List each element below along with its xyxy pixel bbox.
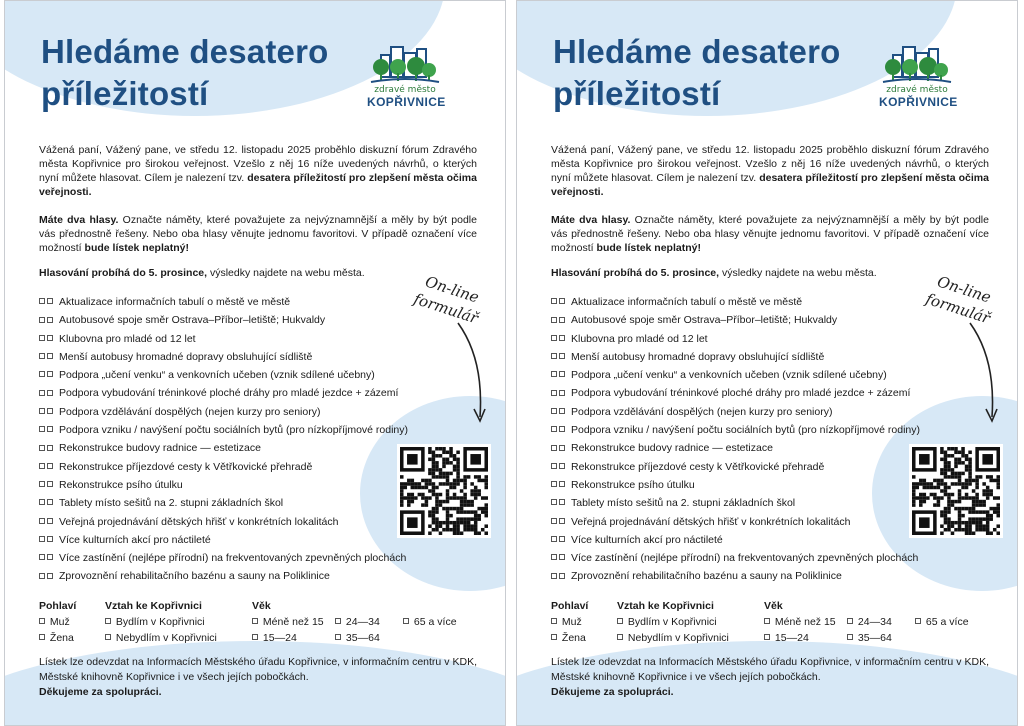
footer-paragraph: Lístek lze odevzdat na Informacích Městského úřadu Kopřivnice, v informačním centru v KDK, Městské knihovně Kopřivnice i ve všech jejích pobočkách. Děkujeme za spolupráci. [551,656,989,698]
vote-checkbox-2[interactable] [559,536,565,542]
vote-checkbox-1[interactable] [551,481,557,487]
vote-checkbox-2[interactable] [559,481,565,487]
vote-checkbox-1[interactable] [39,573,45,579]
vote-checkbox-1[interactable] [551,426,557,432]
vote-checkbox-1[interactable] [39,317,45,323]
proposal-item: Rekonstrukce příjezdové cesty k Větřkovické přehradě [39,458,408,476]
vote-checkbox-2[interactable] [559,499,565,505]
relation-option[interactable]: Nebydlím v Kopřivnici [617,630,729,646]
vote-checkbox-1[interactable] [551,408,557,414]
age-option[interactable]: 65 a více [403,614,457,630]
vote-checkbox-2[interactable] [47,445,53,451]
age-option[interactable]: 35—64 [335,630,380,646]
proposal-item: Klubovna pro mladé od 12 let [39,330,408,348]
proposal-list [39,293,408,586]
age-group-3 [915,614,969,630]
proposal-item: Podpora vzdělávání dospělých (nejen kurzy pro seniory) [551,403,920,421]
intro-paragraph: Vážená paní, Vážený pane, ve středu 12. listopadu 2025 proběhlo diskuzní fórum Zdravého města Kopřivnice pro širokou veřejnost. Vzešlo z něj 16 níže uvedených návrhů, o kterých nyní můžete hlasovat. Cílem je nalezení tzv. desatera příležitostí pro zlepšení města očima veřejnosti. [39,144,477,198]
age-option[interactable]: 24—34 [847,614,892,630]
vote-checkbox-1[interactable] [39,390,45,396]
proposal-item: Menší autobusy hromadné dopravy obsluhující sídliště [39,348,408,366]
online-form-label: On-line formulář [411,272,482,328]
relation-group: Vztah ke Kopřivnici Bydlím v Kopřivnici Nebydlím v Kopřivnici [617,600,729,644]
vote-checkbox-1[interactable] [551,463,557,469]
proposal-item: Podpora vzdělávání dospělých (nejen kurzy pro seniory) [39,403,408,421]
vote-checkbox-1[interactable] [551,536,557,542]
vote-checkbox-2[interactable] [47,390,53,396]
vote-checkbox-1[interactable] [39,298,45,304]
vote-checkbox-1[interactable] [551,317,557,323]
proposal-item: Podpora vybudování tréninkové ploché dráhy pro mladé jezdce + zázemí [39,384,408,402]
relation-group: Vztah ke Kopřivnici Bydlím v Kopřivnici Nebydlím v Kopřivnici [105,600,217,644]
vote-checkbox-2[interactable] [559,554,565,560]
vote-checkbox-1[interactable] [39,499,45,505]
vote-checkbox-1[interactable] [39,554,45,560]
proposal-item: Menší autobusy hromadné dopravy obsluhující sídliště [551,348,920,366]
proposal-item: Podpora vzniku / navýšení počtu sociálních bytů (pro nízkopříjmové rodiny) [39,421,408,439]
proposal-item: Zprovoznění rehabilitačního bazénu a sauny na Poliklinice [39,567,408,585]
vote-checkbox-2[interactable] [559,518,565,524]
proposal-item: Rekonstrukce psího útulku [551,476,920,494]
proposal-item: Podpora „učení venku“ a venkovních učeben (vznik sdílené učebny) [39,366,408,384]
vote-checkbox-1[interactable] [551,298,557,304]
deadline-paragraph: Hlasování probíhá do 5. prosince, výsledky najdete na webu města. [39,267,365,279]
relation-option[interactable]: Bydlím v Kopřivnici [617,614,729,630]
proposal-item: Rekonstrukce psího útulku [39,476,408,494]
vote-checkbox-2[interactable] [559,335,565,341]
vote-checkbox-2[interactable] [47,573,53,579]
vote-checkbox-2[interactable] [47,371,53,377]
vote-checkbox-1[interactable] [39,335,45,341]
arrow-down-icon [450,319,490,434]
vote-checkbox-2[interactable] [559,573,565,579]
proposal-item: Autobusové spoje směr Ostrava–Příbor–letiště; Hukvaldy [39,311,408,329]
gender-group: Pohlaví Muž Žena [39,600,77,644]
vote-checkbox-2[interactable] [47,353,53,359]
vote-checkbox-1[interactable] [39,371,45,377]
proposal-item: Tablety místo sešitů na 2. stupni základních škol [551,494,920,512]
proposal-item: Podpora „učení venku“ a venkovních učeben (vznik sdílené učebny) [551,366,920,384]
vote-checkbox-1[interactable] [551,353,557,359]
vote-checkbox-1[interactable] [39,353,45,359]
vote-checkbox-2[interactable] [47,426,53,432]
votes-paragraph: Máte dva hlasy. Označte náměty, které považujete za nejvýznamnější a měly by být podle vás přednostně řešeny. Nebo oba hlasy věnujte jednomu favoritovi. V případě označení více možností bude lístek neplatný! [39,214,477,254]
vote-checkbox-2[interactable] [559,463,565,469]
vote-checkbox-2[interactable] [559,408,565,414]
gender-option[interactable]: Muž [551,614,588,630]
vote-checkbox-1[interactable] [551,573,557,579]
vote-checkbox-2[interactable] [47,554,53,560]
zdrave-mesto-logo: zdravé město KOPŘIVNICE [367,45,443,115]
age-option[interactable]: 24—34 [335,614,380,630]
leaflet-title: Hledáme desatero příležitostí [41,33,329,112]
footer-paragraph: Lístek lze odevzdat na Informacích Městského úřadu Kopřivnice, v informačním centru v KDK, Městské knihovně Kopřivnice i ve všech jejích pobočkách. Děkujeme za spolupráci. [39,656,477,698]
vote-checkbox-2[interactable] [47,298,53,304]
gender-option[interactable]: Muž [39,614,76,630]
proposal-item: Rekonstrukce příjezdové cesty k Větřkovické přehradě [551,458,920,476]
vote-checkbox-1[interactable] [39,536,45,542]
proposal-item: Více kulturních akcí pro náctileté [39,531,408,549]
age-group: Věk Méně než 15 15—24 [252,600,324,644]
age-group-2 [847,614,892,646]
vote-checkbox-1[interactable] [551,335,557,341]
vote-checkbox-1[interactable] [551,499,557,505]
vote-checkbox-1[interactable] [39,426,45,432]
vote-checkbox-1[interactable] [39,408,45,414]
vote-checkbox-2[interactable] [559,317,565,323]
vote-checkbox-2[interactable] [47,408,53,414]
zdrave-mesto-logo: zdravé město KOPŘIVNICE [879,45,955,115]
votes-paragraph: Máte dva hlasy. Označte náměty, které považujete za nejvýznamnější a měly by být podle vás přednostně řešeny. Nebo oba hlasy věnujte jednomu favoritovi. V případě označení více možností bude lístek neplatný! [551,214,989,254]
vote-checkbox-1[interactable] [551,371,557,377]
vote-checkbox-2[interactable] [559,426,565,432]
proposal-item: Rekonstrukce budovy radnice — estetizace [551,439,920,457]
gender-group: Pohlaví Muž Žena [551,600,589,644]
proposal-item: Podpora vzniku / navýšení počtu sociálních bytů (pro nízkopříjmové rodiny) [551,421,920,439]
proposal-item: Autobusové spoje směr Ostrava–Příbor–letiště; Hukvaldy [551,311,920,329]
vote-checkbox-2[interactable] [47,317,53,323]
vote-checkbox-2[interactable] [559,371,565,377]
relation-option[interactable]: Nebydlím v Kopřivnici [105,630,217,646]
qr-code-icon[interactable] [397,444,491,538]
age-option[interactable]: 15—24 [252,630,324,646]
vote-checkbox-2[interactable] [47,518,53,524]
proposal-item: Rekonstrukce budovy radnice — estetizace [39,439,408,457]
age-group-3 [403,614,457,630]
age-group: Věk Méně než 15 15—24 [764,600,836,644]
arrow-down-icon [962,319,1002,434]
vote-checkbox-2[interactable] [559,298,565,304]
vote-checkbox-2[interactable] [47,536,53,542]
proposal-list [551,293,920,586]
vote-checkbox-2[interactable] [47,481,53,487]
vote-checkbox-1[interactable] [551,554,557,560]
age-option[interactable]: 65 a více [915,614,969,630]
online-form-label: On-line formulář [923,272,994,328]
leaflet-left [4,0,506,726]
vote-checkbox-1[interactable] [551,445,557,451]
proposal-item: Aktualizace informačních tabulí o městě ve městě [39,293,408,311]
proposal-item: Klubovna pro mladé od 12 let [551,330,920,348]
vote-checkbox-2[interactable] [47,335,53,341]
age-option[interactable]: Méně než 15 [252,614,324,630]
proposal-item: Více kulturních akcí pro náctileté [551,531,920,549]
proposal-item: Tablety místo sešitů na 2. stupni základních škol [39,494,408,512]
proposal-item: Veřejná projednávání dětských hřišť v konkrétních lokalitách [39,513,408,531]
vote-checkbox-1[interactable] [39,445,45,451]
leaflet-title: Hledáme desatero příležitostí [553,33,841,112]
age-option[interactable]: 15—24 [764,630,836,646]
vote-checkbox-2[interactable] [559,445,565,451]
vote-checkbox-2[interactable] [559,353,565,359]
qr-code-icon[interactable] [909,444,1003,538]
proposal-item: Podpora vybudování tréninkové ploché dráhy pro mladé jezdce + zázemí [551,384,920,402]
intro-paragraph: Vážená paní, Vážený pane, ve středu 12. listopadu 2025 proběhlo diskuzní fórum Zdravého města Kopřivnice pro širokou veřejnost. Vzešlo z něj 16 níže uvedených návrhů, o kterých nyní můžete hlasovat. Cílem je nalezení tzv. desatera příležitostí pro zlepšení města očima veřejnosti. [551,144,989,198]
vote-checkbox-1[interactable] [551,390,557,396]
proposal-item: Více zastínění (nejlépe přírodní) na frekventovaných zpevněných plochách [39,549,408,567]
vote-checkbox-2[interactable] [47,499,53,505]
vote-checkbox-1[interactable] [551,518,557,524]
proposal-item: Více zastínění (nejlépe přírodní) na frekventovaných zpevněných plochách [551,549,920,567]
vote-checkbox-1[interactable] [39,463,45,469]
relation-option[interactable]: Bydlím v Kopřivnici [105,614,217,630]
leaflet-right [516,0,1018,726]
age-option[interactable]: 35—64 [847,630,892,646]
proposal-item: Veřejná projednávání dětských hřišť v konkrétních lokalitách [551,513,920,531]
gender-option[interactable]: Žena [39,630,76,646]
proposal-item: Aktualizace informačních tabulí o městě ve městě [551,293,920,311]
vote-checkbox-2[interactable] [47,463,53,469]
proposal-item: Zprovoznění rehabilitačního bazénu a sauny na Poliklinice [551,567,920,585]
gender-option[interactable]: Žena [551,630,588,646]
deadline-paragraph: Hlasování probíhá do 5. prosince, výsledky najdete na webu města. [551,267,877,279]
vote-checkbox-2[interactable] [559,390,565,396]
vote-checkbox-1[interactable] [39,518,45,524]
vote-checkbox-1[interactable] [39,481,45,487]
age-group-2 [335,614,380,646]
age-option[interactable]: Méně než 15 [764,614,836,630]
